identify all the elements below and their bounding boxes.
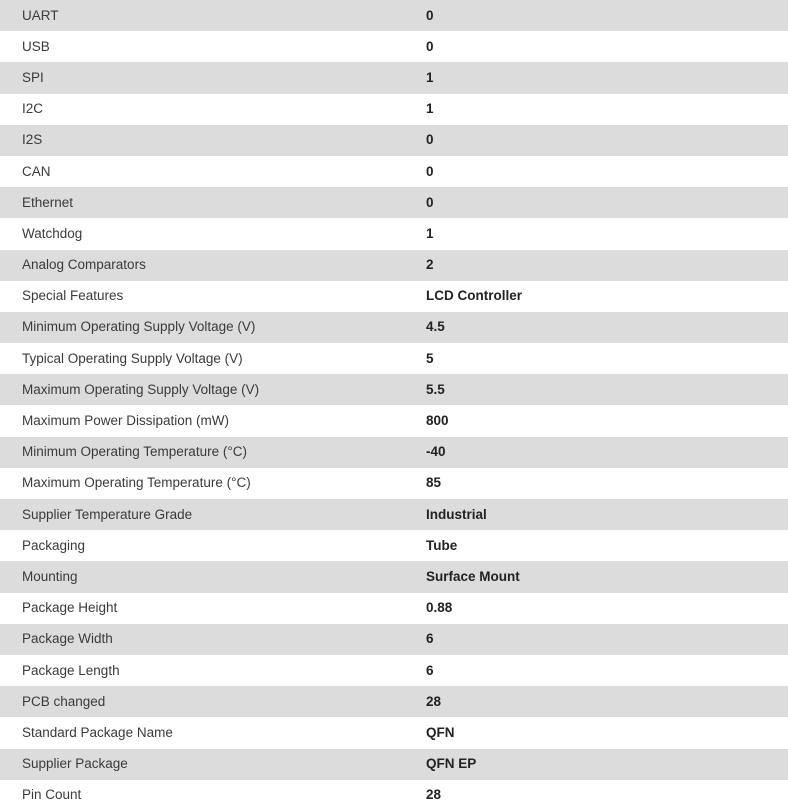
attribute-name: Maximum Operating Supply Voltage (V) <box>22 381 260 397</box>
table-row <box>0 343 788 374</box>
table-row <box>0 530 788 561</box>
table-row <box>0 717 788 748</box>
table-row <box>0 125 788 156</box>
table-row <box>0 749 788 780</box>
table-row <box>0 468 788 499</box>
attribute-name: Minimum Operating Supply Voltage (V) <box>22 319 256 335</box>
attribute-name: I2C <box>22 101 44 117</box>
attribute-value: 1 <box>426 225 434 241</box>
attribute-value: 4.5 <box>426 319 445 335</box>
table-row <box>0 62 788 93</box>
attribute-value: 5 <box>426 350 434 366</box>
attribute-value: 0 <box>426 163 434 179</box>
attribute-value: Tube <box>426 537 458 553</box>
attribute-value: 5.5 <box>426 381 445 397</box>
attribute-value: 800 <box>426 413 449 429</box>
table-row <box>0 218 788 249</box>
attribute-value: LCD Controller <box>426 288 522 304</box>
attribute-value: QFN EP <box>426 756 477 772</box>
table-row <box>0 780 788 811</box>
attribute-name: Package Height <box>22 600 118 616</box>
attribute-name: Analog Comparators <box>22 257 146 273</box>
attribute-name: Special Features <box>22 288 124 304</box>
attribute-name: SPI <box>22 69 44 85</box>
attribute-value: 1 <box>426 69 434 85</box>
attribute-value: 85 <box>426 475 442 491</box>
attribute-value: Surface Mount <box>426 568 520 584</box>
attribute-value: 2 <box>426 257 434 273</box>
attribute-name: PCB changed <box>22 693 106 709</box>
table-row <box>0 374 788 405</box>
attribute-name: Pin Count <box>22 787 82 803</box>
table-row <box>0 187 788 218</box>
attribute-value: 0 <box>426 7 434 23</box>
attribute-name: CAN <box>22 163 51 179</box>
attribute-name: Maximum Operating Temperature (°C) <box>22 475 251 491</box>
table-row <box>0 156 788 187</box>
attribute-value: 0 <box>426 194 434 210</box>
table-row <box>0 94 788 125</box>
attribute-name: Package Width <box>22 631 113 647</box>
attribute-name: USB <box>22 38 50 54</box>
attribute-name: Typical Operating Supply Voltage (V) <box>22 350 243 366</box>
attribute-value: 0 <box>426 38 434 54</box>
attribute-name: Maximum Power Dissipation (mW) <box>22 413 230 429</box>
table-row <box>0 437 788 468</box>
table-row <box>0 281 788 312</box>
attribute-name: UART <box>22 7 59 23</box>
attribute-name: Packaging <box>22 537 86 553</box>
attribute-value: -40 <box>426 444 446 460</box>
attribute-name: Supplier Temperature Grade <box>22 506 193 522</box>
table-row <box>0 405 788 436</box>
attribute-name: Mounting <box>22 568 78 584</box>
attribute-name: Package Length <box>22 662 120 678</box>
table-row <box>0 561 788 592</box>
attribute-name: Watchdog <box>22 225 83 241</box>
attribute-value: 0 <box>426 132 434 148</box>
table-row <box>0 624 788 655</box>
table-row <box>0 499 788 530</box>
attribute-name: Minimum Operating Temperature (°C) <box>22 444 247 460</box>
attribute-name: Supplier Package <box>22 756 128 772</box>
attribute-value: 6 <box>426 631 434 647</box>
table-row <box>0 593 788 624</box>
attribute-name: Ethernet <box>22 194 74 210</box>
attribute-value: QFN <box>426 724 455 740</box>
attribute-name: I2S <box>22 132 43 148</box>
table-row <box>0 0 788 31</box>
attribute-value: 0.88 <box>426 600 453 616</box>
attribute-value: Industrial <box>426 506 487 522</box>
attribute-name: Standard Package Name <box>22 724 173 740</box>
attribute-value: 6 <box>426 662 434 678</box>
attribute-value: 28 <box>426 787 442 803</box>
attribute-value: 28 <box>426 693 442 709</box>
attribute-value: 1 <box>426 101 434 117</box>
table-row <box>0 312 788 343</box>
table-row <box>0 250 788 281</box>
table-row <box>0 655 788 686</box>
table-row <box>0 31 788 62</box>
table-row <box>0 686 788 717</box>
